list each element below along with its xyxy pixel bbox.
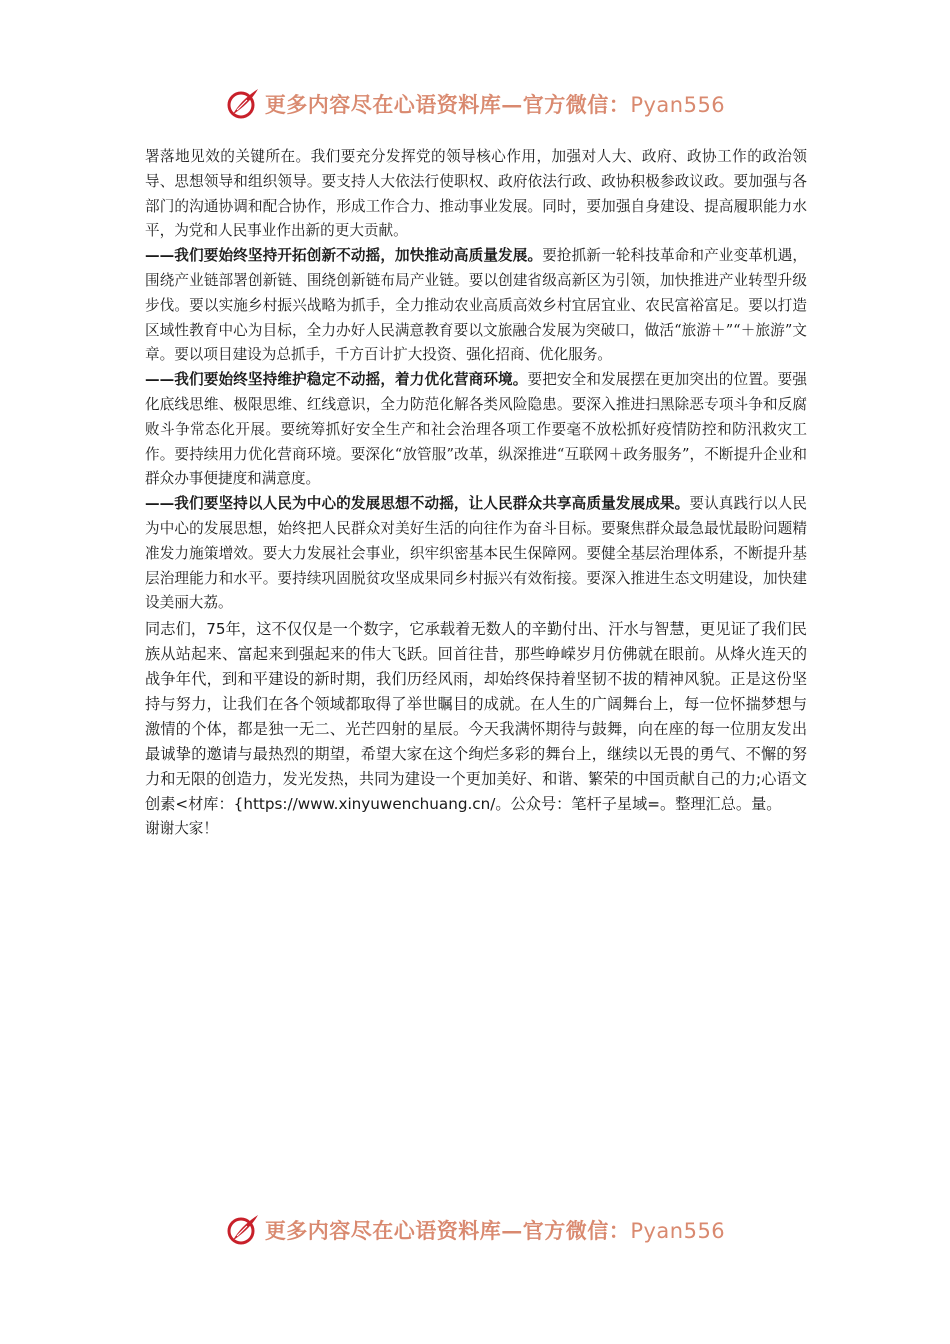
document-body: [145, 145, 807, 842]
paragraph-4-text: 要认真践行以人民为中心的发展思想，始终把人民群众对美好生活的向往作为奋斗目标。要聚焦群众最急最忧最盼问题精准发力施策增效。要大力发展社会事业，织牢织密基本民生保障网。要健全基层治理体系，不断提升基层治理能力和水平。要持续巩固脱贫攻坚成果同乡村振兴有效衔接。要深入推进生态文明建设，加快建设美丽大荔。: [145, 495, 807, 612]
paragraph-2-lead: ——我们要始终坚持开拓创新不动摇，加快推动高质量发展。: [145, 247, 543, 265]
header-banner: [0, 84, 950, 124]
paragraph-5: 同志们，75年，这不仅仅是一个数字，它承载着无数人的辛勤付出、汗水与智慧，更见证了我们民族从站起来、富起来到强起来的伟大飞跃。回首往昔，那些峥嵘岁月仿佛就在眼前。从烽火连天的战争年代，到和平建设的新时期，我们历经风雨，却始终保持着坚韧不拔的精神风貌。正是这份坚持与努力，让我们在各个领域都取得了举世瞩目的成就。在人生的广阔舞台上，每一位怀揣梦想与激情的个体，都是独一无二、光芒四射的星辰。今天我满怀期待与鼓舞，向在座的每一位朋友发出最诚挚的邀请与最热烈的期望，希望大家在这个绚烂多彩的舞台上，继续以无畏的勇气、不懈的努力和无限的创造力，发光发热，共同为建设一个更加美好、和谐、繁荣的中国贡献自己的力;心语文创素<材库：{https://www.xinyuwenchuang.cn/。公众号：笔杆子星域=。整理汇总。量。: [145, 620, 807, 814]
paragraph-3: [145, 368, 807, 492]
quill-circle-icon: [225, 86, 261, 122]
paragraph-3-lead: ——我们要始终坚持维护稳定不动摇，着力优化营商环境。: [145, 371, 528, 389]
paragraph-4: [145, 492, 807, 616]
quill-circle-icon: [225, 1212, 261, 1248]
footer-banner: [0, 1210, 950, 1250]
closing-line: 谢谢大家！: [145, 820, 218, 838]
header-banner-text: 更多内容尽在心语资料库—官方微信：Pyan556: [264, 92, 726, 117]
paragraph-1: 署落地见效的关键所在。我们要充分发挥党的领导核心作用，加强对人大、政府、政协工作的政治领导、思想领导和组织领导。要支持人大依法行使职权、政府依法行政、政协积极参政议政。要加强与各部门的沟通协调和配合协作，形成工作合力、推动事业发展。同时，要加强自身建设、提高履职能力水平，为党和人民事业作出新的更大贡献。: [145, 148, 807, 240]
paragraph-2: [145, 244, 807, 368]
paragraph-4-lead: ——我们要坚持以人民为中心的发展思想不动摇，让人民群众共享高质量发展成果。: [145, 495, 690, 513]
footer-banner-text: 更多内容尽在心语资料库—官方微信：Pyan556: [264, 1218, 726, 1243]
paragraph-2-text: 要抢抓新一轮科技革命和产业变革机遇，围绕产业链部署创新链、围绕创新链布局产业链。要以创建省级高新区为引领，加快推进产业转型升级步伐。要以实施乡村振兴战略为抓手，全力推动农业高质高效乡村宜居宜业、农民富裕富足。要以打造区域性教育中心为目标，全力办好人民满意教育要以文旅融合发展为突破口，做活“旅游＋”“＋旅游”文章。要以项目建设为总抓手，千方百计扩大投资、强化招商、优化服务。: [145, 247, 807, 364]
paragraph-3-text: 要把安全和发展摆在更加突出的位置。要强化底线思维、极限思维、红线意识，全力防范化解各类风险隐患。要深入推进扫黑除恶专项斗争和反腐败斗争常态化开展。要统筹抓好安全生产和社会治理各项工作要毫不放松抓好疫情防控和防汛救灾工作。要持续用力优化营商环境。要深化“放管服”改革，纵深推进“互联网＋政务服务”，不断提升企业和群众办事便捷度和满意度。: [145, 371, 807, 488]
